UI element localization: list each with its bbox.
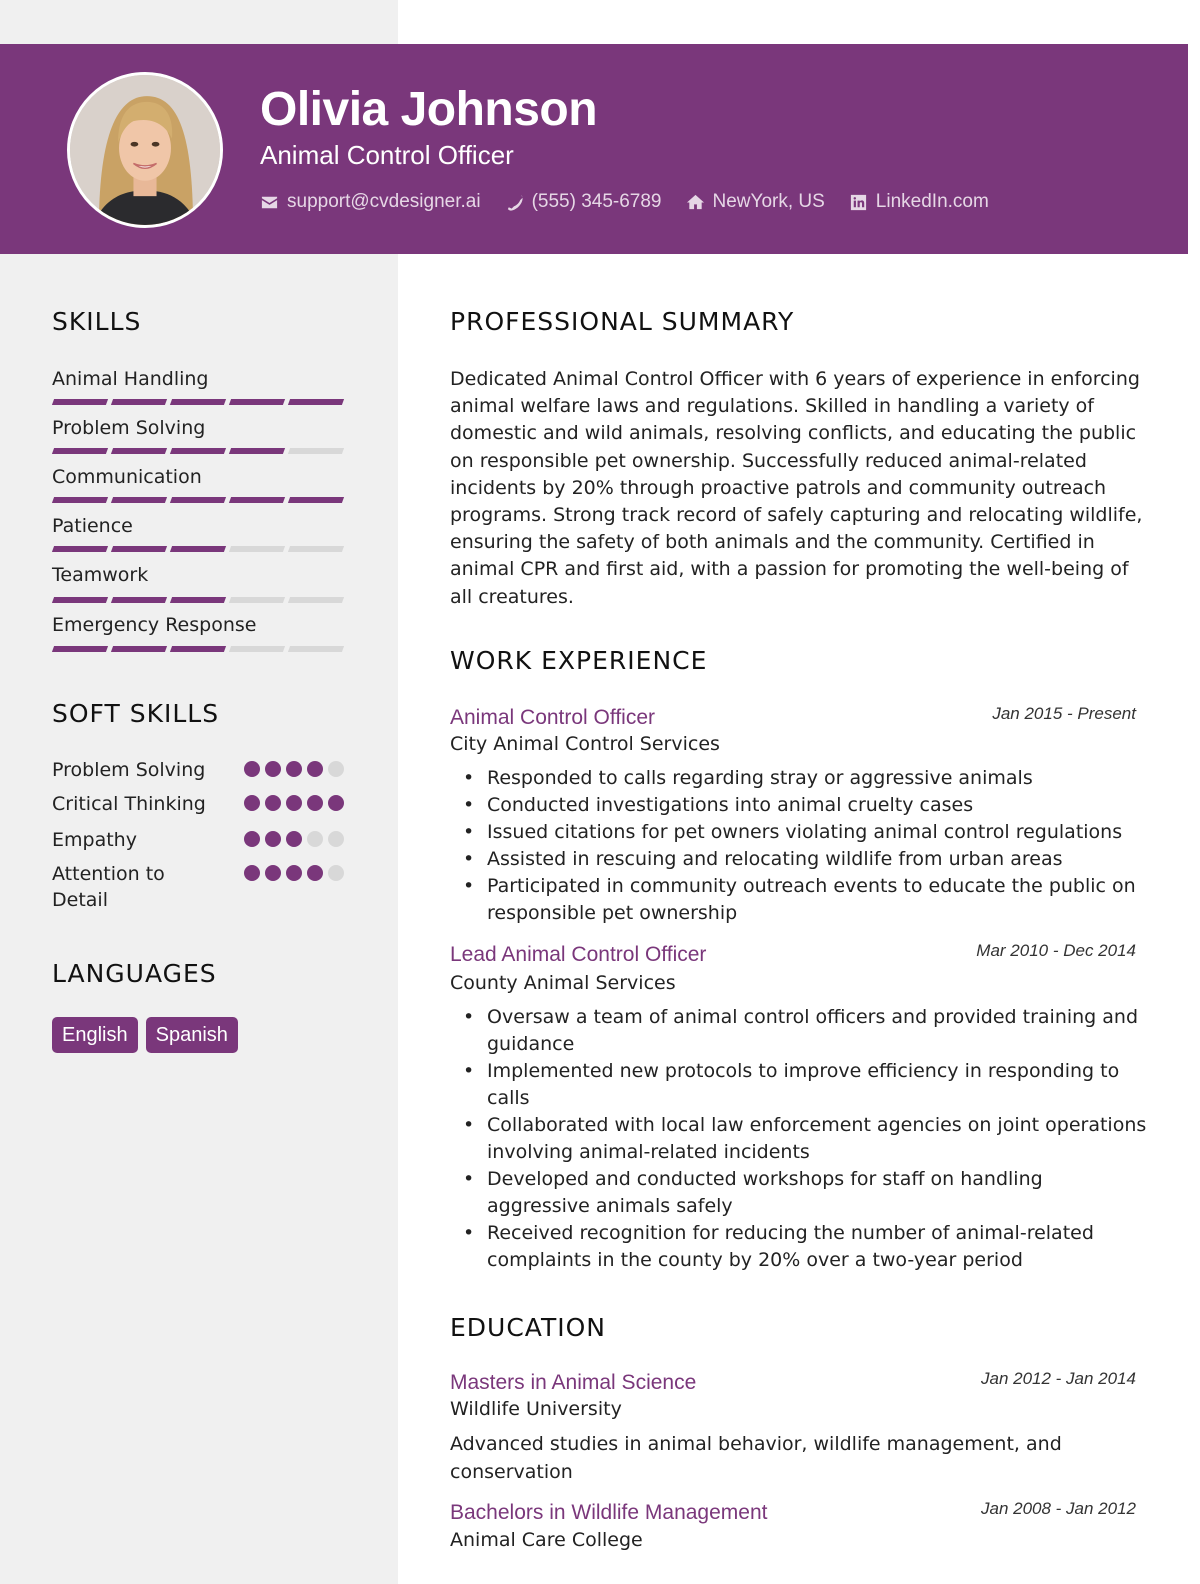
skill-bar-segment xyxy=(229,597,285,603)
rating-dot xyxy=(286,761,302,777)
soft-skill-dots xyxy=(244,795,344,811)
soft-skill-dots xyxy=(244,831,344,847)
skill-level-bar xyxy=(53,597,343,603)
rating-dot xyxy=(328,865,344,881)
languages-heading: LANGUAGES xyxy=(52,959,217,988)
rating-dot xyxy=(307,761,323,777)
skill-bar-segment xyxy=(52,497,108,503)
rating-dot xyxy=(286,831,302,847)
contact-bar xyxy=(260,190,989,214)
skill-bar-segment xyxy=(111,497,167,503)
resume-header xyxy=(0,44,1188,254)
list-item: • Developed and conducted workshops for staff on handling aggressive animals safely xyxy=(487,1166,1147,1220)
contact-location xyxy=(686,190,825,214)
experience-heading: WORK EXPERIENCE xyxy=(450,646,708,675)
skill-name: Emergency Response xyxy=(52,614,257,636)
language-badge: Spanish xyxy=(146,1017,238,1053)
rating-dot xyxy=(244,795,260,811)
skill-bar-segment xyxy=(170,597,226,603)
skill-bar-segment xyxy=(52,646,108,652)
employer-name: City Animal Control Services xyxy=(450,733,720,755)
skill-bar-segment xyxy=(111,546,167,552)
contact-email[interactable] xyxy=(260,190,481,214)
portrait-illustration xyxy=(70,75,220,225)
list-item: • Issued citations for pet owners violating animal control regulations xyxy=(487,819,1147,846)
skill-bar-segment xyxy=(170,546,226,552)
skill-bar-segment xyxy=(229,448,285,454)
skill-level-bar xyxy=(53,399,343,405)
contact-phone[interactable] xyxy=(505,190,662,214)
skill-name: Problem Solving xyxy=(52,417,206,439)
rating-dot xyxy=(286,795,302,811)
list-item: • Responded to calls regarding stray or aggressive animals xyxy=(487,765,1147,792)
job-title-headline: Animal Control Officer xyxy=(260,140,514,170)
list-item: • Conducted investigations into animal cruelty cases xyxy=(487,792,1147,819)
skill-bar-segment xyxy=(170,399,226,405)
skill-bar-segment xyxy=(288,448,344,454)
skill-level-bar xyxy=(53,646,343,652)
skill-bar-segment xyxy=(111,448,167,454)
job-title: Animal Control Officer xyxy=(450,706,656,729)
skill-bar-segment xyxy=(52,597,108,603)
skill-bar-segment xyxy=(288,546,344,552)
skill-name: Teamwork xyxy=(52,564,149,586)
soft-skill-name: Empathy xyxy=(52,829,137,851)
rating-dot xyxy=(244,761,260,777)
skill-name: Animal Handling xyxy=(52,368,209,390)
soft-skill-name: Critical Thinking xyxy=(52,793,206,815)
summary-text: Dedicated Animal Control Officer with 6 years of experience in enforcing animal welfare laws and regulations. Skilled in handling a variety of domestic and wild animals, resolving conflicts, and educating the public on responsible pet ownership. Successfully reduced animal-related incidents by 20% through proactive patrols and community outreach programs. Strong track record of safely capturing and relocating wildlife, ensuring the safety of both animals and the community. Certified in animal CPR and first aid, with a passion for promoting the well-being of all creatures. xyxy=(450,368,1143,608)
list-item: • Participated in community outreach events to educate the public on responsible pet ownership xyxy=(487,873,1147,927)
skill-name: Patience xyxy=(52,515,133,537)
degree-title: Masters in Animal Science xyxy=(450,1371,697,1394)
soft-skill-dots xyxy=(244,761,344,777)
skill-bar-segment xyxy=(111,646,167,652)
rating-dot xyxy=(244,865,260,881)
linkedin-text: LinkedIn.com xyxy=(875,191,989,212)
rating-dot xyxy=(265,831,281,847)
rating-dot xyxy=(244,831,260,847)
school-name: Animal Care College xyxy=(450,1529,643,1551)
skill-bar-segment xyxy=(288,597,344,603)
rating-dot xyxy=(307,795,323,811)
skill-bar-segment xyxy=(52,399,108,405)
job-dates: Mar 2010 - Dec 2014 xyxy=(976,941,1136,960)
job-dates: Jan 2015 - Present xyxy=(992,704,1136,723)
skill-bar-segment xyxy=(288,497,344,503)
rating-dot xyxy=(307,831,323,847)
rating-dot xyxy=(307,865,323,881)
location-text: NewYork, US xyxy=(712,191,825,212)
skill-bar-segment xyxy=(52,448,108,454)
education-heading: EDUCATION xyxy=(450,1313,606,1342)
school-name: Wildlife University xyxy=(450,1398,622,1420)
skill-bar-segment xyxy=(170,448,226,454)
summary-heading: PROFESSIONAL SUMMARY xyxy=(450,307,795,336)
soft-skill-name: Problem Solving xyxy=(52,759,206,781)
job-bullets xyxy=(487,765,1147,927)
skill-bar-segment xyxy=(229,546,285,552)
job-bullets xyxy=(487,1004,1147,1274)
email-text: support@cvdesigner.ai xyxy=(287,191,481,212)
soft-skills-heading: SOFT SKILLS xyxy=(52,699,220,728)
skill-bar-segment xyxy=(111,399,167,405)
skill-bar-segment xyxy=(52,546,108,552)
home-icon xyxy=(686,193,705,212)
skill-bar-segment xyxy=(229,497,285,503)
skill-bar-segment xyxy=(170,497,226,503)
employer-name: County Animal Services xyxy=(450,972,676,994)
skill-level-bar xyxy=(53,546,343,552)
skill-bar-segment xyxy=(229,646,285,652)
list-item: • Received recognition for reducing the number of animal-related complaints in the county by 20% over a two-year period xyxy=(487,1220,1147,1274)
education-dates: Jan 2012 - Jan 2014 xyxy=(980,1369,1136,1388)
rating-dot xyxy=(328,831,344,847)
skill-bar-segment xyxy=(229,399,285,405)
degree-title: Bachelors in Wildlife Management xyxy=(450,1501,768,1524)
skill-level-bar xyxy=(53,448,343,454)
skill-name: Communication xyxy=(52,466,202,488)
phone-text: (555) 345-6789 xyxy=(531,191,662,212)
rating-dot xyxy=(286,865,302,881)
skills-heading: SKILLS xyxy=(52,307,142,336)
envelope-icon xyxy=(260,193,279,212)
skill-bar-segment xyxy=(170,646,226,652)
list-item: • Oversaw a team of animal control officers and provided training and guidance xyxy=(487,1004,1147,1058)
candidate-name: Olivia Johnson xyxy=(260,83,598,136)
skill-bar-segment xyxy=(288,646,344,652)
soft-skill-name: Attention to Detail xyxy=(52,863,165,911)
skill-bar-segment xyxy=(288,399,344,405)
list-item: • Assisted in rescuing and relocating wildlife from urban areas xyxy=(487,846,1147,873)
education-dates: Jan 2008 - Jan 2012 xyxy=(980,1499,1136,1518)
profile-photo xyxy=(67,72,223,228)
soft-skill-dots xyxy=(244,865,344,881)
languages-list xyxy=(52,1017,238,1053)
education-description: Advanced studies in animal behavior, wildlife management, and conservation xyxy=(450,1433,1062,1483)
skill-level-bar xyxy=(53,497,343,503)
rating-dot xyxy=(265,865,281,881)
linkedin-icon xyxy=(849,193,868,212)
rating-dot xyxy=(265,795,281,811)
phone-icon xyxy=(505,193,524,212)
skill-bar-segment xyxy=(111,597,167,603)
job-title: Lead Animal Control Officer xyxy=(450,943,707,966)
rating-dot xyxy=(328,795,344,811)
list-item: • Implemented new protocols to improve efficiency in responding to calls xyxy=(487,1058,1147,1112)
rating-dot xyxy=(265,761,281,777)
language-badge: English xyxy=(52,1017,138,1053)
list-item: • Collaborated with local law enforcement agencies on joint operations involving animal-related incidents xyxy=(487,1112,1147,1166)
rating-dot xyxy=(328,761,344,777)
contact-linkedin[interactable] xyxy=(849,190,989,214)
